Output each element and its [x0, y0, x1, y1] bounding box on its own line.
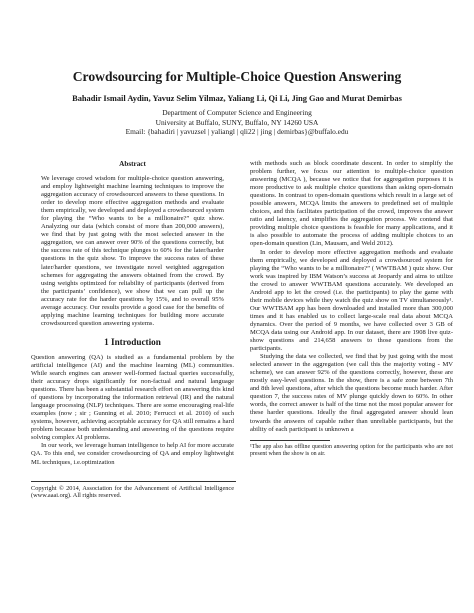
- right-paragraph-3: Studying the data we collected, we find that by just going with the most selected answer in the aggregation (we call this the majority voting - MV scheme), we can answer 92% of the questions correctly, however, these are mostly easy-level questions. In the show, there is a safe zone between 7th and 8th level questions, after which the questions become much harder. After question 7, the success rates of MV plunge quickly down to 60%. In other words, the correct answer is half of the time not the most popular answer for these harder questions. Ideally the final aggregated answer should lean towards the answers of capable rather than unreliable participants, but the ability of each participant is unknown a: [250, 353, 453, 433]
- intro-paragraph-1: Question answering (QA) is studied as a fundamental problem by the artificial intelligence (AI) and the machine learning (ML) communities. While search engines can answer well-formed factual queries successfully, their accuracy drops significantly for non-factual and natural language questions. There has been a substantial research effort on answering this kind of questions by incorporating the information retrieval (IR) and the natural language processing (NLP) techniques. There are some encouraging real-life examples (now ; sir ; Gunning et al. 2010; Ferrucci et al. 2010) of such systems, however, achieving acceptable accuracy for QA still remains a hard problem because both understanding and answering of the questions require solving complex AI problems.: [31, 353, 234, 442]
- author-list: Bahadir Ismail Aydin, Yavuz Selim Yilmaz, Yaliang Li, Qi Li, Jing Gao and Murat Demirbas: [72, 94, 402, 103]
- right-paragraph-2: In order to develop more effective aggregation methods and evaluate them empirically, we developed and deployed a crowdsourced system for playing the “Who wants to be a millionaire?” ( WWTBAM ) quiz show. Our work was inspired by IBM Watson’s success at Jeopardy and aims to utilize the crowd to answer WWTBAM questions accurately. We developed an Android app to let the crowd (i.e. the participants) to play the game with their mobile devices while they watch the quiz show on TV simultaneously¹. Our WWTBAM app has been downloaded and installed more than 300,000 times and it has enabled us to collect large-scale real data about MCQA dynamics. Over the period of 9 months, we have collected over 3 GB of MCQA data using our Android app. In our dataset, there are 1908 live quiz-show questions and 214,658 answers to those questions from the participants.: [250, 248, 453, 353]
- section-heading-introduction: 1 Introduction: [104, 336, 161, 347]
- affiliation-department: Department of Computer Science and Engineering: [162, 108, 312, 117]
- footnote: ¹The app also has offline question answering option for the participants who are not present when the show is on air.: [250, 443, 453, 457]
- right-paragraph-1: with methods such as block coordinate descent. In order to simplify the problem further, we focus our attention to multiple-choice question answering (MCQA ), because we notice that for aggregation purposes it is more productive to ask multiple choice questions than asking open-domain questions. In contrast to open-domain questions which result in a large set of possible answers, MCQA limits the answers to predefined set of multiple choices, and this facilitates participation of the crowd, improves the answer ratio and latency, and simplifies the aggregation process. We contend that providing multiple choice questions is feasible for many applications, and it is also possible to automate the process of adding multiple choices to an open-domain question (Lin, Mausam, and Weld 2012).: [250, 160, 453, 248]
- paper-title: Crowdsourcing for Multiple-Choice Question Answering: [72, 69, 402, 84]
- abstract-text: We leverage crowd wisdom for multiple-choice question answering, and employ lightweight machine learning techniques to improve the aggregation accuracy of crowdsourced answers to these questions. In order to develop more effective aggregation methods and evaluate them empirically, we developed and deployed a crowdsourced system for playing the “Who wants to be a millionaire?” quiz show. Analyzing our data (which consist of more than 200,000 answers), we find that by just going with the most selected answer in the aggregation, we can answer over 90% of the questions correctly, but the success rate of this technique plunges to 60% for the later/harder questions in the quiz show. To improve the success rates of these later/harder questions, we investigate novel weighted aggregation schemes for aggregating the answers obtained from the crowd. By using weights optimized for reliability of participants (derived from the participants’ confidence), we show that we can pull up the accuracy rate for the harder questions by 15%, and to overall 95% average accuracy. Our results provide a good case for the benefits of applying machine learning techniques for building more accurate crowdsourced question answering systems.: [41, 175, 225, 327]
- abstract-heading: Abstract: [119, 160, 146, 168]
- left-column: [31, 160, 234, 500]
- intro-paragraph-2: In our work, we leverage human intelligence to help AI for more accurate QA. To this end, we consider crowdsourcing of QA and employ lightweight ML techniques, i.e.optimization: [31, 442, 234, 466]
- right-column: [250, 160, 453, 458]
- affiliation-university: University at Buffalo, SUNY, Buffalo, NY 14260 USA: [155, 117, 319, 127]
- copyright-rule: [31, 481, 236, 482]
- copyright-text: Copyright © 2014, Association for the Advancement of Artificial Intelligence (www.aaai.org). All rights reserved.: [31, 484, 234, 500]
- footnote-rule: [250, 440, 330, 441]
- affiliation-email: Email: {bahadiri | yavuzsel | yaliangl | qli22 | jing | demirbas}@buffalo.edu: [125, 127, 349, 136]
- copyright-notice: [31, 481, 234, 501]
- affiliation-block: [0, 108, 474, 137]
